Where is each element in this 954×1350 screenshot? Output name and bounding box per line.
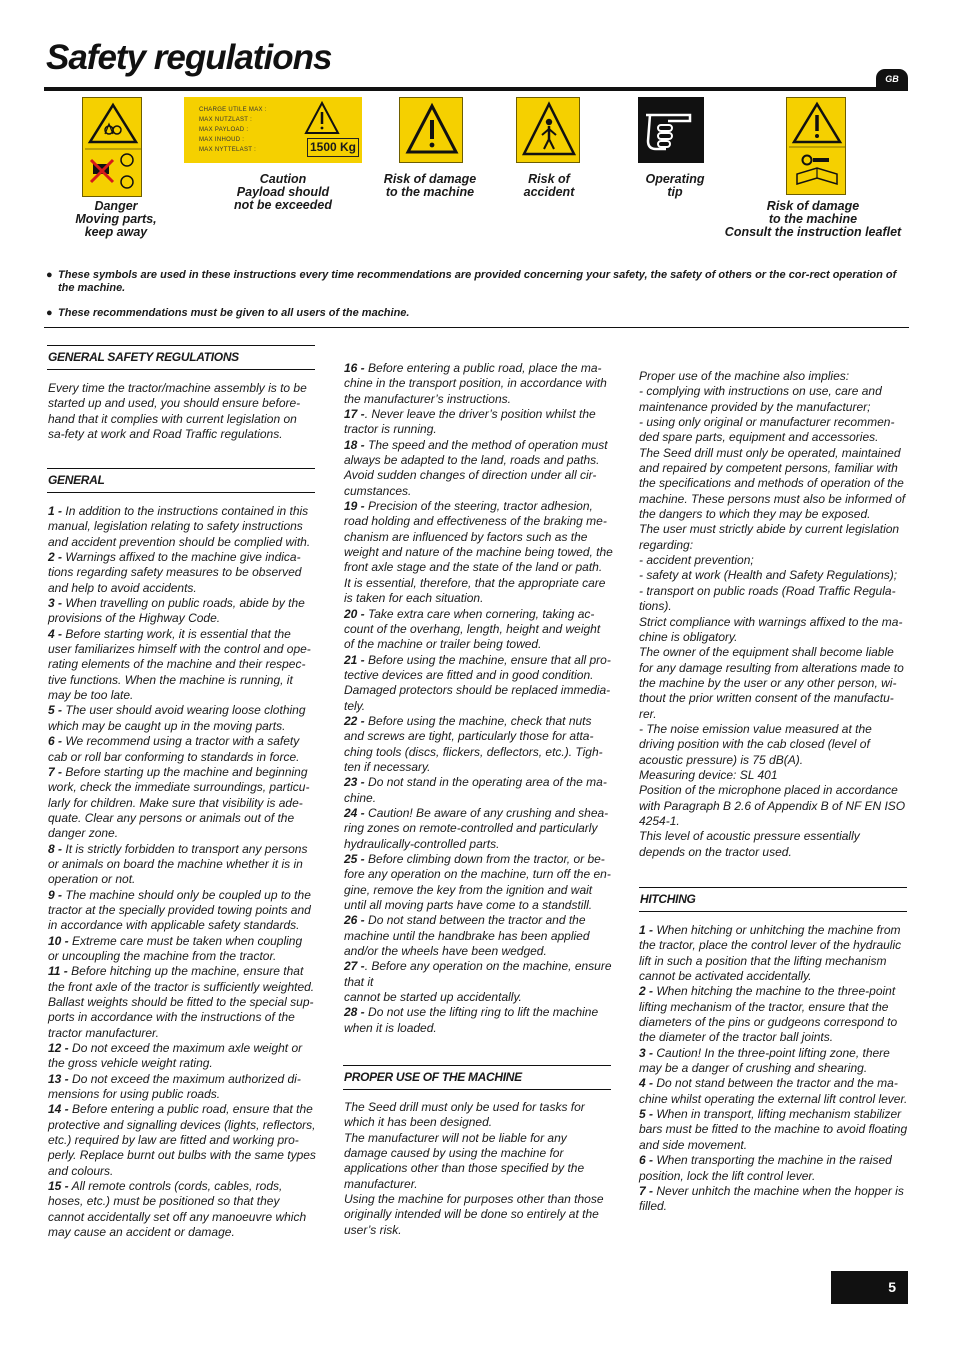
list-item: 3 - Caution! In the three-point lifting zone, there may be a danger of crushing and shearing. bbox=[639, 1045, 890, 1076]
section-title-hitching: HITCHING bbox=[639, 887, 907, 912]
bullet-icon: ● bbox=[46, 269, 53, 281]
pointing-hand-icon bbox=[638, 97, 704, 163]
warning-triangle-icon bbox=[399, 97, 463, 163]
section-title-general: GENERAL bbox=[47, 468, 315, 493]
list-item: 24 - Caution! Be aware of any crushing and shea-ring zones on remote-controlled and particularly hydraulically-controlled parts. bbox=[344, 805, 609, 851]
list-item: 12 - Do not exceed the maximum axle weight or the gross vehicle weight rating. bbox=[48, 1041, 303, 1071]
person-hazard-icon bbox=[516, 97, 580, 163]
list-item: 18 - The speed and the method of operation must always be adapted to the land, roads and paths. Avoid sudden changes of direction under all cir-cumstances. bbox=[344, 437, 608, 498]
list-item: 1 - In addition to the instructions contained in this manual, legislation relating to safety instructions and accident prevention should be complied with. bbox=[48, 504, 311, 549]
payload-warning-icon bbox=[184, 97, 362, 163]
list-item: 8 - It is strictly forbidden to transport any persons or animals on board the machine whether it is in operation or not. bbox=[48, 841, 308, 887]
page-number: 5 bbox=[831, 1271, 908, 1304]
proper-use-continued: Proper use of the machine also implies: - complying with instructions on use, care and maintenance provided by the manufacturer; - using only original or manufacturer recommen-ded spare parts, equipment and accessories. The Seed drill must only be operated, maintained and repaired by competent persons, familiar with the specifications and methods of operation of the machine. These persons must also be informed of the dangers to which they may be exposed. The user must strictly abide by current legislation regarding: - accident prevention; - safety at work (Health and Safety Regulations); - transport on public roads (Road Traffic Regula-tions). Strict compliance with warnings affixed to the ma-chine is obligatory. The owner of the equipment shall become liable for any damage resulting from alterations made to the machine by the user or any other person, wi-thout the prior written consent of the manufactu-rer. - The noise emission value measured at the driving position with the cab closed (level of acoustic pressure) is 75 dB(A). Measuring device: SL 401 Position of the microphone placed in accordance with Paragraph B 2.6 of Appendix B of NF EN ISO 4254-1. This level of acoustic pressure essentially depends on the tractor used. bbox=[639, 369, 906, 859]
list-item: 6 - We recommend using a tractor with a safety cab or roll bar conforming to standards in force. bbox=[48, 734, 300, 764]
title-rule bbox=[44, 87, 908, 91]
symbol-caption-payload: Caution Payload should not be exceeded bbox=[234, 172, 332, 212]
list-item: 15 - All remote controls (cords, cables, rods, hoses, etc.) must be positioned so that they cannot accidentally set off any manoeuvre which may cause an accident or damage. bbox=[48, 1179, 307, 1240]
bullet-icon: ● bbox=[46, 307, 53, 319]
list-item: 14 - Before entering a public road, ensure that the protective and signalling devices (lights, reflectors, etc.) required by law are fitted and working pro-perly. Replace burnt out bulbs with the same types and colours. bbox=[48, 1102, 316, 1178]
list-item: 7 - Never unhitch the machine when the hopper is filled. bbox=[639, 1183, 904, 1214]
list-item: 25 - Before climbing down from the tractor, or be-fore any operation on the machine, turn off the en-gine, remove the key from the ignition and wait until all moving parts have come to a standstill. bbox=[344, 852, 611, 913]
list-item: 16 - Before entering a public road, place the ma-chine in the transport position, in accordance with the manufacturer’s instructions. bbox=[344, 361, 607, 406]
section-title-general-safety: GENERAL SAFETY REGULATIONS bbox=[47, 345, 315, 370]
language-badge: GB bbox=[876, 69, 908, 88]
symbol-caption-risk-accident: Risk of accident bbox=[523, 172, 575, 199]
symbol-caption-danger: Danger Moving parts, keep away bbox=[75, 199, 157, 239]
section-title-proper-use: PROPER USE OF THE MACHINE bbox=[343, 1065, 611, 1090]
list-item: 10 - Extreme care must be taken when coupling or uncoupling the machine from the tractor. bbox=[48, 933, 303, 963]
list-item: 3 - When travelling on public roads, abide by the provisions of the Highway Code. bbox=[48, 596, 305, 626]
list-item: 13 - Do not exceed the maximum authorized di-mensions for using public roads. bbox=[48, 1071, 301, 1102]
list-item: 27 -. Before any operation on the machine, ensure that it bbox=[344, 959, 612, 989]
hitching-items bbox=[639, 923, 908, 1215]
page-title: Safety regulations bbox=[46, 38, 332, 77]
general-items-col2 bbox=[344, 361, 613, 1036]
symbol-caption-operating-tip: Operating tip bbox=[645, 172, 705, 199]
list-item: 5 - The user should avoid wearing loose clothing which may be caught up in the moving parts. bbox=[48, 703, 306, 733]
list-item: 9 - The machine should only be coupled up to the tractor at the specially provided towing points and in accordance with applicable safety standards. bbox=[48, 887, 311, 933]
list-item: 21 - Before using the machine, ensure that all pro-tective devices are fitted and in good condition. Damaged protectors should be replaced immedia-tely. bbox=[344, 652, 611, 713]
list-item: 5 - When in transport, lifting mechanism stabilizer bars must be fitted to the machine to avoid floating and side movement. bbox=[639, 1107, 908, 1152]
list-item: 1 - When hitching or unhitching the machine from the tractor, place the control lever of the hydraulic lift in such a position that the lifting mechanism cannot be activated accidentally. bbox=[639, 923, 902, 984]
list-item: 4 - Do not stand between the tractor and the ma-chine whilst operating the external lift control lever. bbox=[639, 1076, 908, 1106]
list-item-continued: cannot be started up accidentally. bbox=[344, 990, 522, 1005]
list-item: 7 - Before starting up the machine and beginning work, check the immediate surroundings, particu-larly for children. Make sure that visibility is ade-quate. Clear any persons or animals out of the danger zone. bbox=[48, 764, 310, 841]
general-safety-text: Every time the tractor/machine assembly is to be started up and used, you should ensure before-hand that it complies with current legislation on sa-fety at work and Road Traffic regulations. bbox=[48, 381, 307, 442]
proper-use-text: The Seed drill must only be used for tasks for which it has been designed. The manufacturer will not be liable for any damage caused by using the machine for applications other than those specified by the manufacturer. Using the machine for purposes other than those originally intended will be done so entirely at the user’s risk. bbox=[344, 1100, 604, 1237]
list-item: 2 - When hitching the machine to the three-point lifting mechanism of the tractor, ensure that the diameters of the pins or gudgeons correspond to the diameter of the tractor ball joints. bbox=[639, 984, 898, 1045]
intro-bullet: ● These symbols are used in these instructions every time recommendations are provided concerning your safety, the safety of others or the cor-rect operation of the machine. bbox=[46, 269, 897, 294]
list-item-continued: It is essential, therefore, that the appropriate care is taken for each situation. bbox=[344, 575, 606, 606]
list-item: 22 - Before using the machine, check that nuts and screws are tight, particularly those for atta-ching tools (discs, flickers, deflectors, etc.). Tigh-ten if necessary. bbox=[344, 713, 603, 774]
symbol-caption-risk-damage: Risk of damage to the machine bbox=[383, 172, 477, 199]
list-item: 20 - Take extra care when cornering, taking ac-count of the overhang, length, height and weight of the machine or trailer being towed. bbox=[344, 606, 601, 652]
moving-parts-hazard-icon bbox=[82, 97, 142, 197]
list-item: 19 - Precision of the steering, tractor adhesion, road holding and effectiveness of the braking me-chanism are influenced by factors such as the weight and nature of the machine being towed, the front axle stage and the state of the land or path. bbox=[344, 499, 613, 575]
symbol-caption-consult-leaflet: Risk of damage to the machine Consult the instruction leaflet bbox=[724, 199, 902, 239]
list-item: 2 - Warnings affixed to the machine give indica-tions regarding safety measures to be observed and help to avoid accidents. bbox=[48, 550, 302, 595]
list-item: 23 - Do not stand in the operating area of the ma-chine. bbox=[344, 775, 607, 805]
list-item: 28 - Do not use the lifting ring to lift the machine when it is loaded. bbox=[344, 1005, 599, 1035]
intro-bullet: ● These recommendations must be given to all users of the machine. bbox=[46, 307, 410, 319]
payload-value: 1500 Kg bbox=[307, 138, 359, 157]
consult-manual-icon bbox=[786, 97, 846, 195]
list-item: 17 -. Never leave the driver’s position whilst the tractor is running. bbox=[344, 407, 596, 437]
section-separator bbox=[44, 327, 909, 328]
list-item: 6 - When transporting the machine in the raised position, lock the lift control lever. bbox=[639, 1153, 892, 1183]
list-item: 11 - Before hitching up the machine, ensure that the front axle of the tractor is sufficiently weighted. Ballast weights should be fitted to the special sup-ports in accordance with the instructions of the tractor manufacturer. bbox=[48, 964, 315, 1040]
payload-label-lines: CHARGE UTILE MAX : MAX NUTZLAST : MAX PAYLOAD : MAX INHOUD : MAX NYTTELAST : bbox=[199, 107, 267, 153]
list-item: 4 - Before starting work, it is essential that the user familiarizes himself with the control and ope-rating elements of the machine and their respec-tive functions. When the machine is running, it may be too late. bbox=[48, 626, 311, 703]
list-item: 26 - Do not stand between the tractor and the machine until the handbrake has been applied and/or the wheels have been wedged. bbox=[344, 913, 590, 959]
general-items-col1 bbox=[48, 504, 316, 1241]
